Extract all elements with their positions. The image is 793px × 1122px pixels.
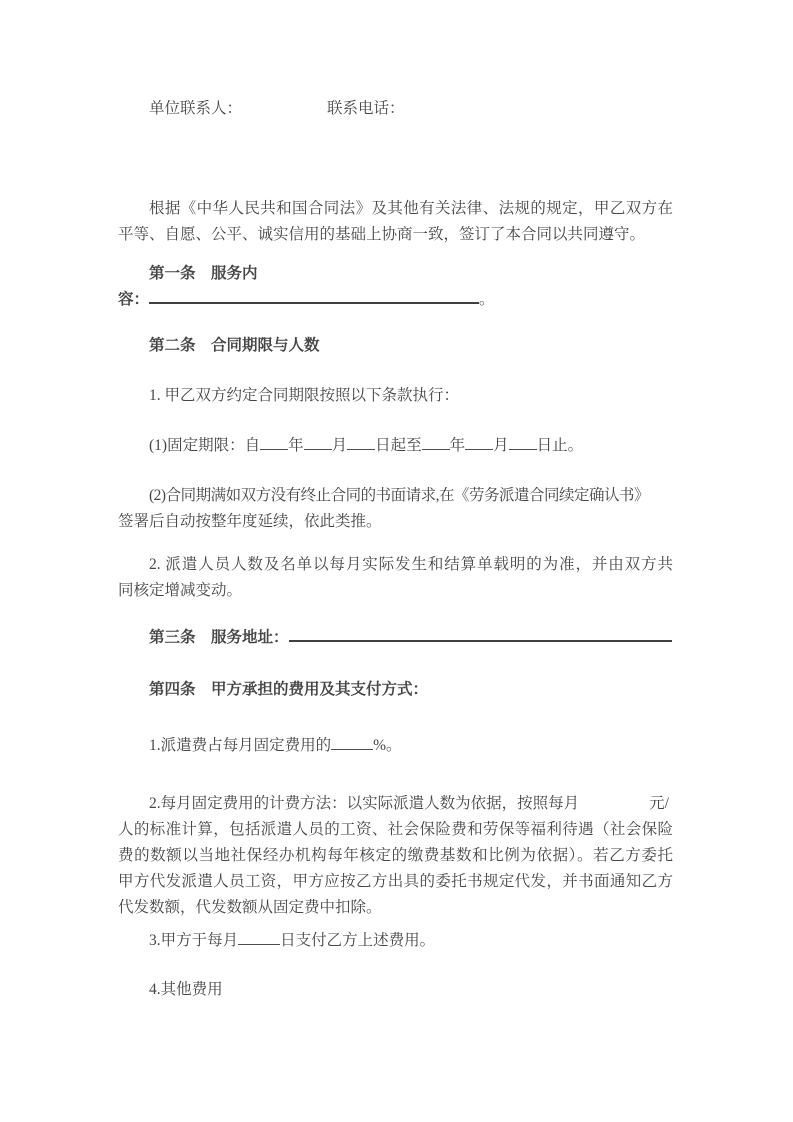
monthly-amount-gap [579,807,649,808]
article4-heading: 第四条 甲方承担的费用及其支付方式： [149,681,429,698]
article2-item1: 1. 甲乙双方约定合同期限按照以下条款执行： [149,387,460,404]
clause1-text: (1)固定期限：自 [149,437,261,454]
start-year-blank [260,436,288,450]
article2-item2-line-1: 2. 派遣人员人数及名单以每月实际发生和结算单载明的为准，并由双方共 [149,556,673,573]
start-day-blank [347,436,375,450]
item1-text: %。 [373,737,402,754]
item2-text: 2.每月固定费用的计费方法：以实际派遣人数为依据，按照每月 [149,795,580,812]
clause1-text: 日止。 [536,437,584,454]
contact-phone-label: 联系电话： [327,100,405,117]
clause1-text: 月 [331,437,348,454]
contact-line [118,96,673,122]
intro-paragraph-line-2: 平等、自愿、公平、诚实信用的基础上协商一致，签订了本合同以共同遵守。 [118,226,646,243]
end-year-blank [422,436,450,450]
end-month-blank [465,436,493,450]
article2-heading: 第二条 合同期限与人数 [149,337,320,354]
article1-heading-line-1: 第一条 服务内 [149,265,258,282]
article4-item1 [118,733,673,759]
article2-clause1 [118,433,673,459]
contact-person-label: 单位联系人： [149,100,243,117]
article4-item2-line-5: 代发数额，代发数额从固定费中扣除。 [118,899,382,916]
clause1-text: 年 [288,437,304,454]
article3-heading-line [118,625,673,651]
item1-text: 1.派遣费占每月固定费用的 [149,737,332,754]
clause1-text: 月 [493,437,509,454]
payment-day-blank [238,931,280,945]
article1-service-content-blank [149,289,479,304]
article4-item4: 4.其他费用 [149,981,223,998]
article4-item3 [118,928,673,954]
clause1-text: 年 [449,437,466,454]
dispatch-fee-percent-blank [331,736,373,750]
article3-heading: 第三条 服务地址： [149,629,289,646]
intro-paragraph-line-1: 根据《中华人民共和国合同法》及其他有关法律、法规的规定，甲乙双方在 [149,200,673,217]
article1-period: 。 [479,291,495,308]
end-day-blank [509,436,537,450]
article3-address-blank [289,627,672,642]
article4-item2-line-4: 甲方代发派遣人员工资，甲方应按乙方出具的委托书规定代发，并书面通知乙方 [118,873,673,890]
start-month-blank [304,436,332,450]
article4-item2-line-3: 费的数额以当地社保经办机构每年核定的缴费基数和比例为依据）。若乙方委托 [118,847,673,864]
article4-item2-line-2: 人的标准计算，包括派遣人员的工资、社会保险费和劳保等福利待遇（社会保险 [118,821,673,838]
article2-clause2-line-2: 签署后自动按整年度延续，依此类推。 [118,513,382,530]
item3-text: 日支付乙方上述费用。 [280,932,436,949]
article2-item2-line-2: 同核定增减变动。 [118,582,243,599]
clause1-text: 日起至 [375,437,422,454]
contact-spacer [242,112,327,113]
item3-text: 3.甲方于每月 [149,932,239,949]
item2-text: 元/ [649,795,669,812]
article1-heading-wrap: 容： [118,291,150,308]
article4-item2-line-1 [118,791,673,817]
article2-clause2-line-1: (2)合同期满如双方没有终止合同的书面请求,在《劳务派遣合同续定确认书》 [149,487,649,504]
article1-heading-line-2 [118,287,673,313]
